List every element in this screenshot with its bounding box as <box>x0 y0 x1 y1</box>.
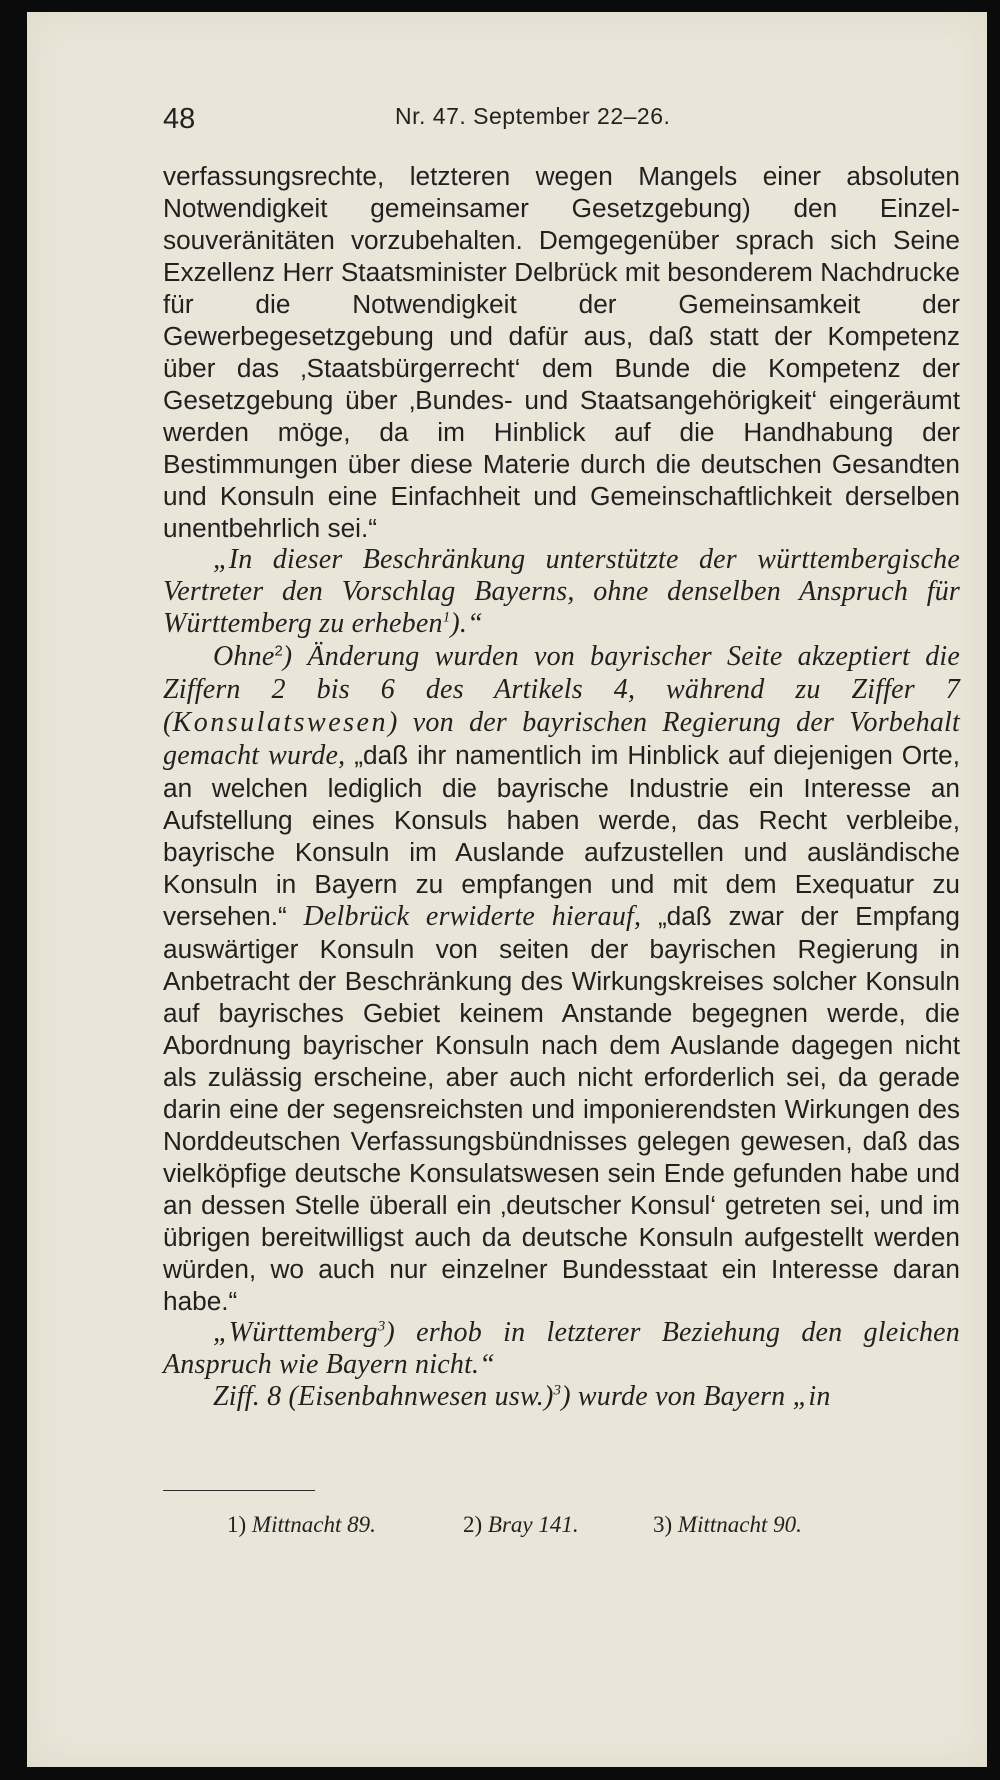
running-head: Nr. 47. September 22–26. <box>395 103 671 129</box>
footnote-1-number: 1) <box>227 1512 247 1537</box>
footnote-ref-3b: 3 <box>553 1382 562 1399</box>
paragraph-1 <box>163 160 960 544</box>
footnote-ref-2: 2 <box>274 642 283 660</box>
footnote-3-text: Mittnacht 90. <box>677 1512 802 1537</box>
paragraph-3-ohne: Ohne <box>213 641 275 672</box>
paragraph-3-quote-a: „daß ihr namentlich im Hinblick auf diejenigen Orte, an welchen lediglich die bayrische Industrie ein Interesse an Aufstellung eines Konsuls haben werde, das Recht verbleibe, bayrische Konsuln im Auslande aufzustellen und ausländische Konsuln in Bayern zu empfangen und mit dem Exequatur zu versehen.“ <box>163 740 960 931</box>
footnote-1 <box>227 1512 376 1538</box>
paragraph-3-italic-b: ) von der bayrischen Regierung der Vorbehalt gemacht wurde, <box>163 707 960 771</box>
footnote-3 <box>653 1512 802 1538</box>
paragraph-4-b: ) erhob in letzterer Beziehung den gleichen Anspruch wie Bayern nicht.“ <box>163 1317 960 1380</box>
footnote-2 <box>463 1512 579 1538</box>
page-number: 48 <box>163 103 196 135</box>
paragraph-4-a: „Württemberg <box>213 1317 378 1348</box>
paragraph-2-close: ).“ <box>450 608 483 639</box>
paragraph-5 <box>163 1381 960 1413</box>
paragraph-5-b: ) wurde von Bayern „in <box>561 1381 831 1412</box>
footnote-ref-3a: 3 <box>377 1318 386 1335</box>
paragraph-1-text: verfassungsrechte, letzteren wegen Mangels einer absoluten Notwendigkeit gemeinsamer Gesetzgebung) den Einzelsouveränitäten vorzubehalten. Demgegenüber sprach sich Seine Exzellenz Herr Staatsminister Delbrück mit besonderem Nachdrucke für die Notwendigkeit der Gemeinsamkeit der Gewerbegesetzgebung und dafür aus, daß statt der Kompetenz über das ‚Staatsbürgerrecht‘ dem Bunde die Kompetenz der Gesetzgebung über ‚Bundes- und Staatsangehörigkeit‘ eingeräumt werden möge, da im Hinblick auf die Handhabung der Bestimmungen über diese Materie durch die deutschen Gesandten und Konsuln eine Einfachheit und Gemeinschaftlichkeit derselben unentbehrlich sei.“ <box>163 161 960 543</box>
paragraph-4 <box>163 1317 960 1381</box>
paragraph-3-spaced: Konsulatswesen <box>172 707 388 738</box>
main-text <box>163 160 960 1413</box>
footnote-3-number: 3) <box>653 1512 673 1537</box>
footnote-2-text: Bray 141. <box>487 1512 579 1537</box>
footnote-ref-1: 1 <box>442 609 451 626</box>
footnote-1-text: Mittnacht 89. <box>251 1512 376 1537</box>
paragraph-3-italic-a: ) Änderung wurden von bayrischer Seite akzeptiert die Ziffern 2 bis 6 des Artikels 4, während zu Ziffer 7 ( <box>163 641 960 738</box>
paragraph-3 <box>163 640 960 1317</box>
paragraph-2 <box>163 544 960 640</box>
paragraph-2-text: „In dieser Beschränkung unterstützte der württembergische Vertreter den Vorschlag Bayerns, ohne denselben Anspruch für Württemberg zu erheben <box>163 544 960 639</box>
footnote-2-number: 2) <box>463 1512 483 1537</box>
paragraph-3-italic-c: Delbrück erwiderte hierauf, <box>303 901 642 932</box>
footnote-divider <box>163 1490 315 1491</box>
paragraph-5-a: Ziff. 8 (Eisenbahnwesen usw.) <box>213 1381 554 1412</box>
paragraph-3-quote-b: „daß zwar der Empfang auswärtiger Konsuln von seiten der bayrischen Regierung in Anbetracht der Beschränkung des Wirkungskreises solcher Konsuln auf bayrisches Gebiet keinem Anstande begegnen werde, die Abordnung bayrischer Konsuln nach dem Auslande dagegen nicht als zulässig erscheine, aber auch nicht erforderlich sei, da gerade darin eine der segensreichsten und imponierendsten Wirkungen des Norddeutschen Verfassungsbündnisses gelegen gewesen, daß das vielköpfige deutsche Konsulatswesen sein Ende gefunden habe und an dessen Stelle überall ein ‚deutscher Konsul‘ getreten sei, und im übrigen bereitwilligst auch da deutsche Konsuln aufgestellt werden würden, wo auch nur einzelner Bundesstaat ein Interesse daran habe.“ <box>163 901 960 1316</box>
